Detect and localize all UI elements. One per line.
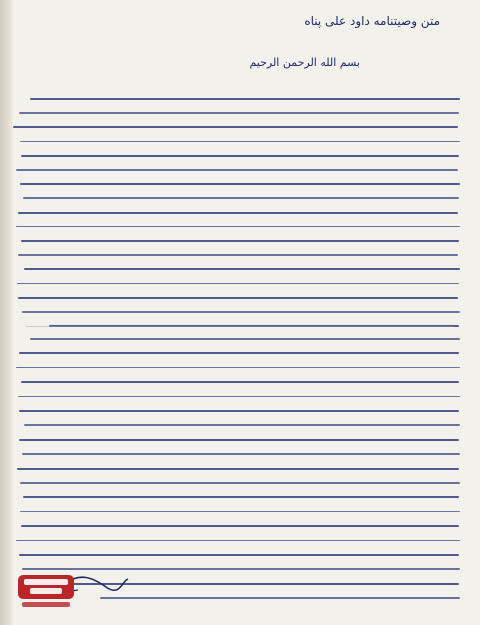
- handwriting-line: [20, 511, 460, 513]
- handwriting-line: [22, 568, 460, 570]
- handwriting-line: [17, 283, 459, 285]
- handwriting-line: [21, 155, 459, 157]
- handwriting-line: [19, 352, 459, 354]
- handwriting-line: [18, 254, 458, 256]
- handwriting-line: [19, 554, 459, 556]
- handwriting-line: [21, 381, 459, 383]
- handwriting-line: [30, 98, 460, 100]
- handwriting-line: [20, 482, 460, 484]
- handwriting-line: [16, 226, 460, 228]
- document-caption: متن وصیتنامه داود علی پناه: [304, 14, 440, 28]
- handwriting-line: [18, 396, 460, 398]
- handwriting-line: [22, 311, 460, 313]
- handwriting-line: [22, 453, 460, 455]
- page-edge-shadow: [0, 0, 12, 625]
- handwriting-line: [20, 183, 460, 185]
- bismillah-heading: بسم الله الرحمن الرحیم: [249, 56, 360, 69]
- handwriting-line: [23, 197, 459, 199]
- handwriting-line: [16, 540, 460, 542]
- handwriting-line: [18, 297, 458, 299]
- handwriting-line: [21, 240, 459, 242]
- handwriting-line: [18, 212, 458, 214]
- handwriting-line: [19, 439, 459, 441]
- handwriting-line: [100, 597, 460, 599]
- handwriting-line: [19, 410, 459, 412]
- handwriting-line: [23, 496, 459, 498]
- handwriting-line: [30, 338, 460, 340]
- watermark-logo: [14, 569, 78, 611]
- handwriting-line: [17, 468, 459, 470]
- handwriting-line: [13, 126, 458, 128]
- handwriting-line: [21, 525, 459, 527]
- handwriting-line: [16, 169, 458, 171]
- handwriting-line: [16, 367, 460, 369]
- paragraph-divider: [26, 326, 454, 327]
- handwriting-line: [19, 112, 459, 114]
- handwriting-line: [20, 141, 460, 143]
- handwriting-line: [24, 424, 460, 426]
- handwriting-line: [24, 268, 460, 270]
